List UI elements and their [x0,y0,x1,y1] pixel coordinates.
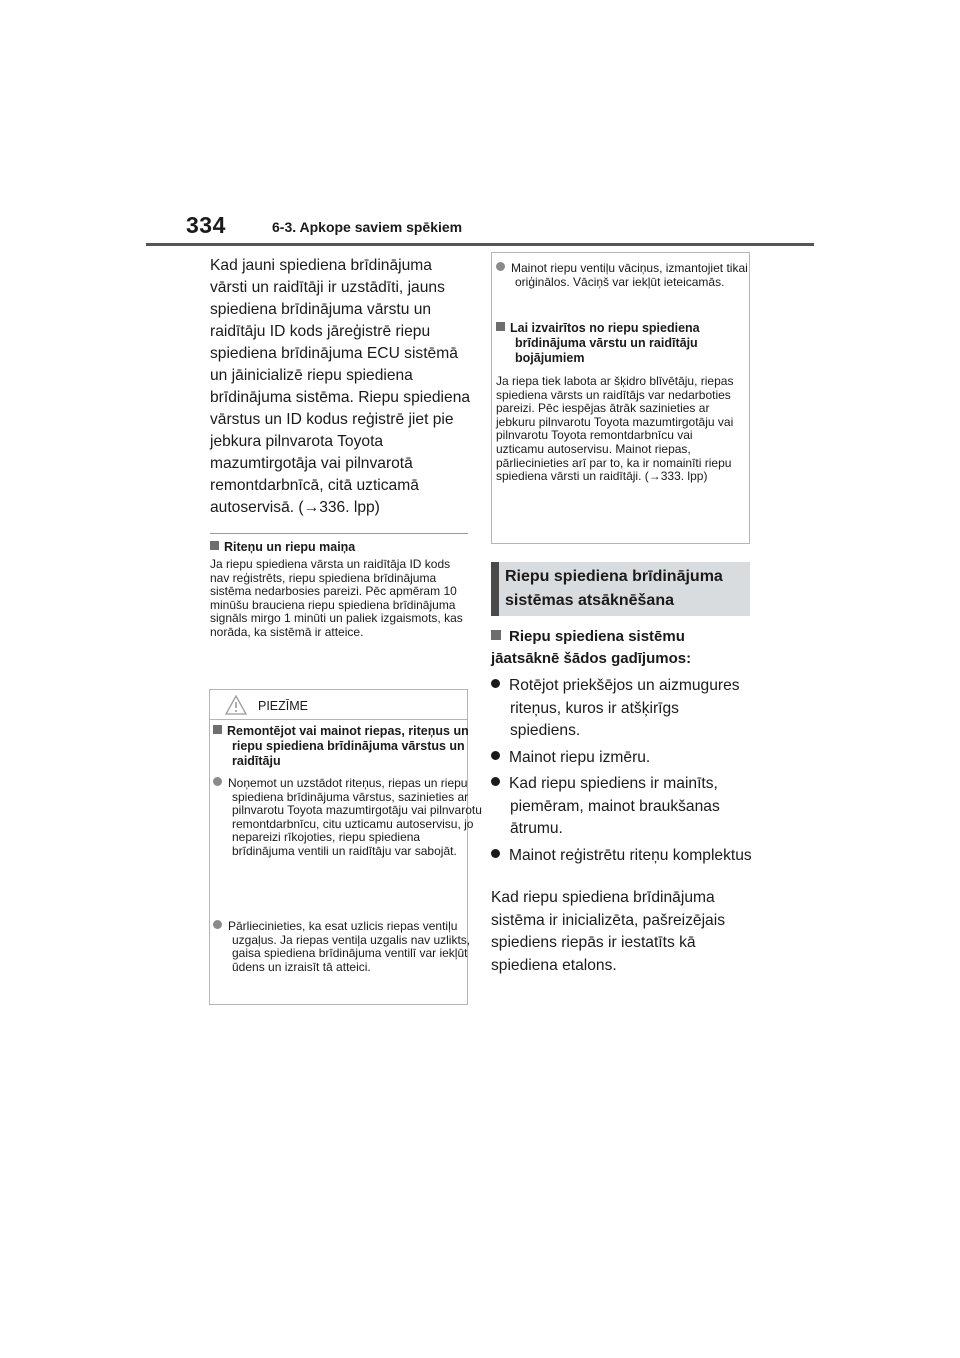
list-item-text: Mainot riepu izmēru. [509,748,651,766]
list-item [491,773,753,841]
notice-divider [210,719,467,720]
bullet-dot-icon [213,920,222,929]
notice-bullet-text: Pārliecinieties, ka esat uzlicis riepas ventiļu uzgaļus. Ja riepas ventiļa uzgalis nav uzlikts, gaisa spiediena brīdinājuma ventilī var iekļūt ūdens un izraisīt tā atteici. [228,919,471,974]
reset-subheading-text: Riepu spiediena sistēmu jāatsāknē šādos gadījumos: [491,628,692,667]
info-heading-text: Lai izvairītos no riepu spiediena brīdinājuma vārstu un raidītāju bojājumiem [510,321,700,365]
section-heading: Riepu spiediena brīdinājuma sistēmas atsāknēšana [505,568,723,609]
notice-bullet [213,920,484,974]
notice-bullet-text: Noņemot un uzstādot riteņus, riepas un riepu spiediena brīdinājuma vārstus, sazinieties ar pilnvarotu Toyota mazumtirgotāju vai pilnvarotu remontdarbnīcu, citu uzticamu autoservisu, jo nepareizi rīkojoties, riepu spiediena brīdinājuma ventili un raidītāju var sabojāt. [228,776,482,858]
notice-heading [213,724,482,769]
intro-paragraph: Kad jauni spiediena brīdinājuma vārsti un raidītāji ir uzstādīti, jauns spiediena brīdinājuma vārstu un raidītāju ID kods jāreģistrē riepu spiediena brīdinājuma ECU sistēmā un jāinicializē riepu spiediena brīdinājuma sistēma. Riepu spiediena vārstus un ID kodus reģistrē jiet pie jebkura pilnvarota Toyota mazumtirgotāja vai pilnvarotā remontdarbnīcā, citā uzticamā autoservisā. (→336. lpp) [210,257,471,516]
list-item-text: Kad riepu spiediens ir mainīts, piemēram, mainot braukšanas ātrumu. [509,775,720,837]
rotation-text: Ja riepu spiediena vārsta un raidītāja ID kods nav reģistrēts, riepu spiediena brīdinājuma sistēma nedarbosies pareizi. Pēc apmēram 10 minūšu brauciena riepu spiediena brīdinājuma signāls mirgo 1 minūti un paliek izgaismots, kas norāda, ka sistēmā ir atteice. [210,557,463,639]
section-heading-bar [491,562,499,616]
rotation-heading [210,540,472,555]
list-item [491,845,753,868]
square-bullet-icon [496,322,505,331]
list-item-text: Rotējot priekšējos un aizmugures riteņus, kuros ir atšķirīgs spiediens. [509,677,740,739]
notice-label: PIEZĪME [258,699,309,713]
info-bullet [496,262,761,289]
square-bullet-icon [213,725,222,734]
reset-subheading [491,626,753,670]
bullet-dot-icon [496,262,505,271]
list-item-text: Mainot reģistrētu riteņu komplektus [509,846,752,864]
reset-list [491,675,753,871]
notice-bullet [213,777,484,859]
page-number: 334 [186,212,226,238]
bullet-dot-icon [213,777,222,786]
info-bullet-text: Mainot riepu ventiļu vāciņus, izmantojiet tikai oriģinālos. Vāciņš var iekļūt ieteicamās. [511,261,748,289]
info-text: Ja riepa tiek labota ar šķidro blīvētāju, riepas spiediena vārsts un raidītājs var nedarboties pareizi. Pēc iespējas ātrāk sazinieties ar jebkuru pilnvarotu Toyota mazumtirgotāju vai pilnvarotu Toyota remontdarbnīcu vai uzticamu autoservisu. Mainot riepas, pārliecinieties arī par to, ka ir nomainīti riepu spiediena vārsti un raidītāji. (→333. lpp) [496,374,734,484]
warning-triangle-icon [225,695,247,715]
list-item [491,675,753,743]
square-bullet-icon [491,630,501,640]
reset-closing: Kad riepu spiediena brīdinājuma sistēma ir inicializēta, pašreizējais spiediens riepās ir iestatīts kā spiediena etalons. [491,889,725,974]
list-item [491,747,753,770]
notice-heading-text: Remontējot vai mainot riepas, riteņus un riepu spiediena brīdinājuma vārstus un raidītāju [227,724,469,768]
bullet-dot-icon [491,777,500,786]
square-bullet-icon [210,541,219,550]
rotation-heading-text: Riteņu un riepu maiņa [224,540,356,554]
bullet-dot-icon [491,679,500,688]
section-divider [210,533,468,534]
section-title: 6-3. Apkope saviem spēkiem [272,219,463,235]
bullet-dot-icon [491,751,500,760]
bullet-dot-icon [491,849,500,858]
header-divider [146,243,814,246]
info-heading [496,321,761,366]
